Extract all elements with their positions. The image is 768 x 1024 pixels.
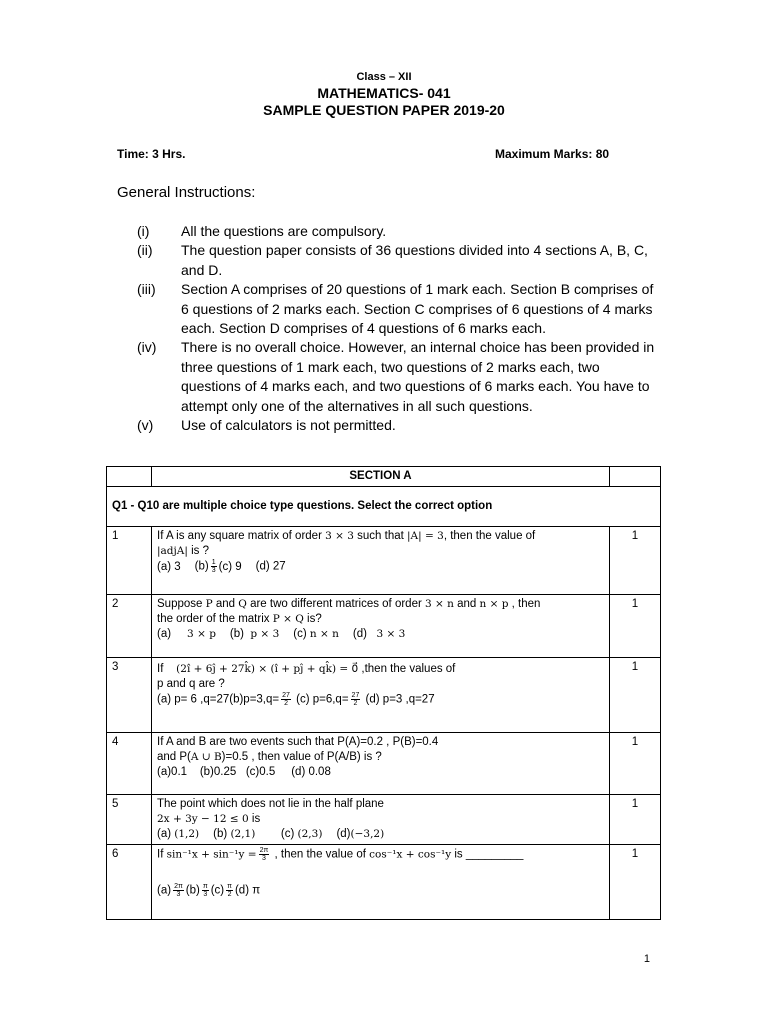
fraction: $\frac{27}{2}$ xyxy=(351,692,360,707)
question-line: If (2î + 6ĵ + 27k̂) × (î + pĵ + qk̂) = 0⃗ ,then the values of xyxy=(157,663,456,675)
section-note-row xyxy=(107,487,661,527)
instruction-number: (ii) xyxy=(137,242,153,259)
question-number: 1 xyxy=(107,527,152,595)
question-row xyxy=(107,795,661,845)
instruction-number: (iii) xyxy=(137,281,156,298)
question-options: (a) 3 × p (b) p × 3 (c) n × n (d) 3 × 3 xyxy=(157,628,406,640)
paper-title: SAMPLE QUESTION PAPER 2019-20 xyxy=(263,102,505,118)
instruction-item xyxy=(137,222,657,241)
question-marks: 1 xyxy=(610,595,661,658)
section-note: Q1 - Q10 are multiple choice type questions. Select the correct option xyxy=(107,487,661,527)
section-header-row xyxy=(107,467,661,487)
question-options: (a) (1,2) (b) (2,1) (c) (2,3) (d)(−3,2) xyxy=(157,828,385,840)
question-text xyxy=(152,795,610,845)
class-heading: Class – XII xyxy=(356,71,412,83)
question-line: 2x + 3y − 12 ≤ 0 is xyxy=(157,813,261,825)
question-number: 3 xyxy=(107,658,152,733)
fraction: $\frac{2\pi}{3}$ xyxy=(259,847,269,862)
section-title: SECTION A xyxy=(152,467,610,487)
question-row xyxy=(107,527,661,595)
instruction-item xyxy=(137,338,657,416)
instruction-number: (i) xyxy=(137,223,150,239)
question-row xyxy=(107,595,661,658)
question-options: (a) 3 (b) $\frac{1}{3}$ (c) 9 (d) 27 xyxy=(157,559,286,574)
question-number: 4 xyxy=(107,733,152,795)
question-line: If sin⁻¹x + sin⁻¹y = $\frac{2\pi}{3}$ , then the value of cos⁻¹x + cos⁻¹y is _________ xyxy=(157,847,524,862)
instruction-item xyxy=(137,280,657,338)
question-marks: 1 xyxy=(610,733,661,795)
question-text xyxy=(152,595,610,658)
instructions-list xyxy=(137,222,657,435)
question-line: and P(A ∪ B)=0.5 , then value of P(A/B) is ? xyxy=(157,751,382,763)
question-number: 2 xyxy=(107,595,152,658)
instruction-number: (iv) xyxy=(137,339,157,356)
question-options: (a) $\frac{2\pi}{3}$ (b) $\frac{\pi}{3}$ (c) $\frac{\pi}{2}$ (d) π xyxy=(157,882,261,898)
fraction: $\frac{1}{3}$ xyxy=(211,559,216,574)
max-marks-label: Maximum Marks: 80 xyxy=(495,147,610,161)
question-number: 5 xyxy=(107,795,152,845)
instruction-text: Section A comprises of 20 questions of 1 mark each. Section B comprises of 6 questions of 2 marks each. Section C comprises of 6 questions of 4 marks each. Section D comprises of 4 questions of 6 marks each. xyxy=(181,281,654,337)
instruction-text: There is no overall choice. However, an internal choice has been provided in three questions of 1 mark each, two questions of 2 marks each, two questions of 4 marks each, and two questions of 6 marks each. You have to attempt only one of the alternatives in all such questions. xyxy=(181,339,655,414)
instruction-text: Use of calculators is not permitted. xyxy=(181,417,396,434)
question-text xyxy=(152,733,610,795)
question-options: (a) p= 6 ,q=27(b)p=3,q= $\frac{27}{2}$ (c) p=6,q= $\frac{27}{2}$ (d) p=3 ,q=27 xyxy=(157,692,435,707)
question-text xyxy=(152,658,610,733)
fraction: $\frac{2\pi}{3}$ xyxy=(174,882,183,898)
page-number: 1 xyxy=(643,953,650,965)
instruction-item xyxy=(137,416,657,435)
question-row xyxy=(107,658,661,733)
fraction: $\frac{\pi}{3}$ xyxy=(202,882,208,898)
time-label: Time: 3 Hrs. xyxy=(117,147,186,161)
question-line: p and q are ? xyxy=(157,678,225,690)
question-marks: 1 xyxy=(610,527,661,595)
question-row xyxy=(107,845,661,920)
question-options: (a)0.1 (b)0.25 (c)0.5 (d) 0.08 xyxy=(157,766,331,778)
question-line: The point which does not lie in the half plane xyxy=(157,798,384,810)
fraction: $\frac{27}{2}$ xyxy=(282,692,290,707)
question-line: If A and B are two events such that P(A)=0.2 , P(B)=0.4 xyxy=(157,736,439,748)
question-marks: 1 xyxy=(610,845,661,920)
question-line: the order of the matrix P × Q is? xyxy=(157,613,322,625)
instruction-text: The question paper consists of 36 questions divided into 4 sections A, B, C, and D. xyxy=(181,242,648,278)
question-line: Suppose P and Q are two different matrices of order 3 × n and n × p , then xyxy=(157,598,541,610)
question-table xyxy=(106,466,661,920)
question-marks: 1 xyxy=(610,658,661,733)
question-text xyxy=(152,845,610,920)
question-number: 6 xyxy=(107,845,152,920)
instruction-number: (v) xyxy=(137,417,154,434)
question-text xyxy=(152,527,610,595)
question-row xyxy=(107,733,661,795)
instructions-title: General Instructions: xyxy=(117,184,256,201)
instruction-text: All the questions are compulsory. xyxy=(181,223,387,239)
question-marks: 1 xyxy=(610,795,661,845)
question-line: If A is any square matrix of order 3 × 3 such that |A| = 3, then the value of xyxy=(157,530,536,542)
subject-heading: MATHEMATICS- 041 xyxy=(317,85,451,101)
fraction: $\frac{\pi}{2}$ xyxy=(227,882,232,898)
instruction-item xyxy=(137,241,657,280)
question-line: |adjA| is ? xyxy=(157,545,209,557)
